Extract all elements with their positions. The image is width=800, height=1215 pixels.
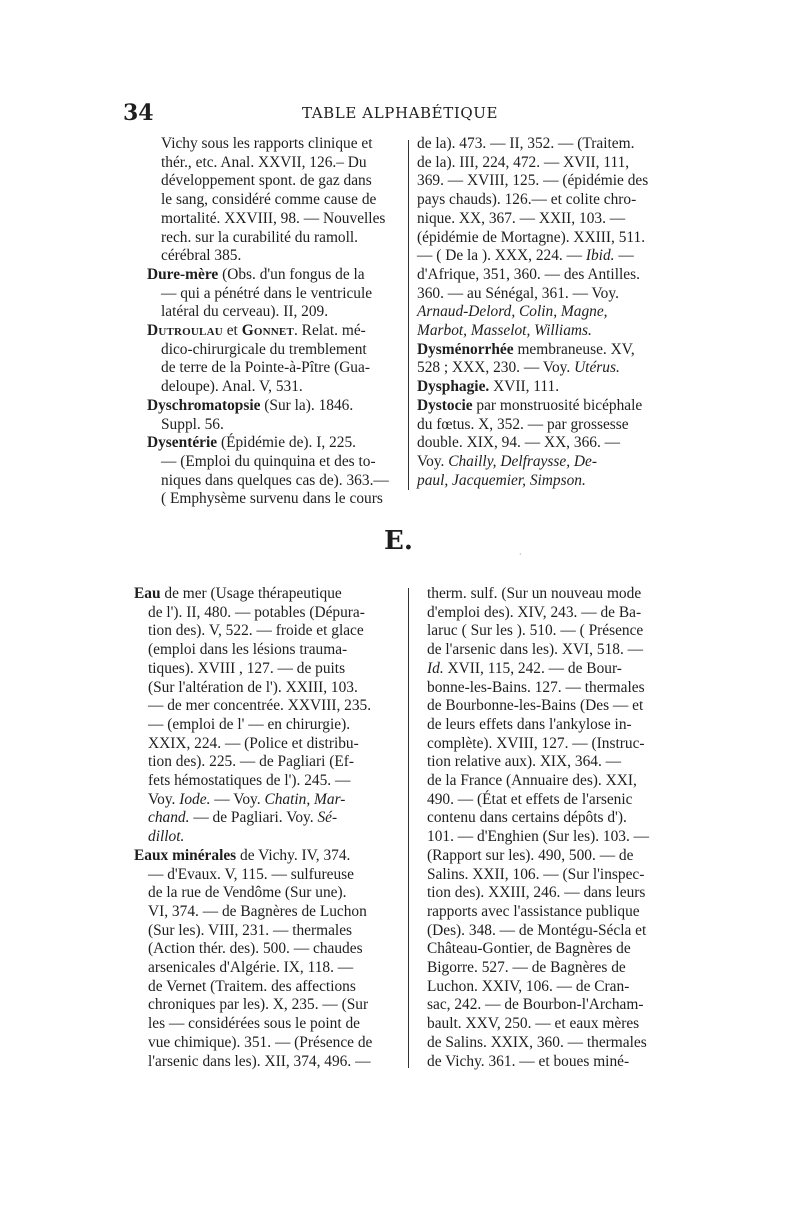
index-line [134, 1015, 400, 1034]
entry-text: tion des). 225. — de Pagliari (Ef- [148, 753, 355, 771]
italic-reference: Utérus. [574, 359, 620, 377]
index-line [134, 922, 400, 941]
index-line [147, 247, 399, 266]
index-line [417, 172, 677, 191]
page-number: 34 [123, 100, 154, 126]
index-line [134, 791, 400, 810]
column-top-left [147, 135, 399, 509]
entry-text: de Salins. XXIX, 360. — thermales [427, 1033, 647, 1051]
index-line [427, 622, 679, 641]
index-line [417, 154, 677, 173]
entry-text: pays chauds). 126.— et colite chro- [417, 191, 637, 209]
entry-text: XVII, 115, 242. — de Bour- [443, 659, 622, 677]
index-line [427, 866, 679, 885]
italic-reference: Chatin, Mar- [264, 790, 346, 808]
entry-text: 369. — XVIII, 125. — (épidémie des [417, 172, 649, 190]
entry-text: Château-Gontier, de Bagnères de [427, 940, 631, 958]
index-entry-line [147, 322, 399, 341]
entry-text: laruc ( Sur les ). 510. — ( Présence [427, 622, 644, 640]
entry-text: 490. — (État et effets de l'arsenic [427, 790, 633, 808]
italic-reference: dillot. [148, 828, 185, 846]
index-line [134, 940, 400, 959]
entry-text: — ( De la ). XXX, 224. — [417, 247, 586, 265]
entry-text: bonne-les-Bains. 127. — thermales [427, 678, 645, 696]
entry-text: 360. — au Sénégal, 361. — Voy. [417, 284, 619, 302]
index-line [134, 679, 400, 698]
running-title: TABLE ALPHABÉTIQUE [301, 104, 499, 122]
italic-reference: Iode. [179, 790, 211, 808]
entry-text: Voy. [417, 452, 449, 470]
index-line [427, 679, 679, 698]
index-line [427, 903, 679, 922]
index-line [147, 285, 399, 304]
italic-reference: Marbot, Masselot, Williams. [417, 322, 592, 340]
index-line [147, 472, 399, 491]
entry-text: de Vernet (Traitem. des affections [148, 977, 356, 995]
entry-text: (épidémie de Mortagne). XXIII, 511. [417, 228, 646, 246]
index-line [134, 772, 400, 791]
index-line [417, 266, 677, 285]
index-line [427, 697, 679, 716]
index-line [427, 1034, 679, 1053]
entry-text: (Des). 348. — de Montégu-Sécla et [427, 921, 647, 939]
index-line [427, 641, 679, 660]
index-line [427, 996, 679, 1015]
entry-text: — de Pagliari. Voy. [189, 809, 318, 827]
entry-text: therm. sulf. (Sur un nouveau mode [427, 585, 642, 602]
index-line [147, 341, 399, 360]
index-line [134, 978, 400, 997]
entry-text: de l'arsenic dans les). XVI, 518. — [427, 641, 644, 659]
index-line [427, 884, 679, 903]
index-line [134, 1034, 400, 1053]
entry-text: les — considérées sous le point de [148, 1015, 361, 1033]
index-line [417, 453, 677, 472]
index-line [147, 229, 399, 248]
index-line [134, 884, 400, 903]
entry-headword: Dutroulau [147, 322, 223, 340]
entry-text: d'Afrique, 351, 360. — des Antilles. [417, 265, 640, 283]
index-entry-line [417, 341, 677, 360]
index-line [427, 1053, 679, 1072]
entry-text: d'emploi des). XIV, 243. — de Ba- [427, 603, 642, 621]
entry-text: Vichy sous les rapports clinique et [161, 135, 373, 152]
entry-text: (emploi dans les lésions trauma- [148, 641, 348, 659]
index-entry-line [147, 266, 399, 285]
entry-text: — [614, 247, 634, 265]
entry-text: (Sur les). VIII, 231. — thermales [148, 921, 353, 939]
entry-text: niques dans quelques cas de). 363.— [161, 471, 389, 489]
entry-text: contenu dans certains dépôts d'). [427, 809, 627, 827]
index-line [427, 847, 679, 866]
entry-text: de Vichy. 361. — et boues miné- [427, 1052, 630, 1070]
index-line [427, 922, 679, 941]
entry-text: deloupe). Anal. V, 531. [161, 378, 303, 396]
entry-text: de mer (Usage thérapeutique [160, 585, 342, 602]
italic-reference: Arnaud-Delord, Colin, Magne, [417, 303, 608, 321]
index-line [147, 416, 399, 435]
index-entry-line [147, 434, 399, 453]
entry-text: de la). 473. — II, 352. — (Traitem. [417, 135, 635, 152]
index-line [427, 940, 679, 959]
entry-text: vue chimique). 351. — (Présence de [148, 1033, 373, 1051]
entry-text: nique. XX, 367. — XXII, 103. — [417, 209, 626, 227]
index-line [417, 322, 677, 341]
italic-reference: Sé- [317, 809, 338, 827]
entry-text: Voy. [148, 790, 180, 808]
index-line [417, 472, 677, 491]
index-line [147, 191, 399, 210]
entry-headword: Dyschromatopsie [147, 396, 261, 414]
entry-text: chroniques par les). X, 235. — (Sur [148, 996, 369, 1014]
index-line [417, 191, 677, 210]
entry-text: sac, 242. — de Bourbon-l'Archam- [427, 996, 644, 1014]
index-line [427, 809, 679, 828]
index-line [134, 903, 400, 922]
entry-text: (Rapport sur les). 490, 500. — de [427, 846, 634, 864]
index-line [427, 978, 679, 997]
entry-text: tion des). XXIII, 246. — dans leurs [427, 884, 646, 902]
entry-text: de l'). II, 480. — potables (Dépura- [148, 603, 365, 621]
index-line [417, 210, 677, 229]
index-line [147, 210, 399, 229]
entry-text: — qui a pénétré dans le ventricule [161, 284, 373, 302]
index-line [147, 453, 399, 472]
index-line [427, 791, 679, 810]
entry-text: Luchon. XXIV, 106. — de Cran- [427, 977, 630, 995]
entry-text: (Sur la). 1846. [260, 396, 354, 414]
entry-text: XXIX, 224. — (Police et distribu- [148, 734, 359, 752]
entry-text: mortalité. XXVIII, 98. — Nouvelles [161, 209, 386, 227]
index-entry-line [417, 397, 677, 416]
index-line [134, 622, 400, 641]
print-speck: · [519, 550, 522, 559]
entry-text: double. XIX, 94. — XX, 366. — [417, 434, 621, 452]
entry-text: membraneuse. XV, [513, 340, 635, 358]
index-line [134, 753, 400, 772]
index-line [134, 735, 400, 754]
index-line [134, 716, 400, 735]
index-line [417, 359, 677, 378]
entry-text: par monstruosité bicéphale [472, 396, 643, 414]
index-line [134, 866, 400, 885]
entry-text: du fœtus. X, 352. — par grossesse [417, 415, 629, 433]
entry-text: latéral du cerveau). II, 209. [161, 303, 329, 321]
entry-text: de terre de la Pointe-à-Pître (Gua- [161, 359, 370, 377]
entry-text: tion relative aux). XIX, 364. — [427, 753, 622, 771]
index-line [134, 1053, 400, 1072]
index-line [427, 828, 679, 847]
index-line [427, 735, 679, 754]
index-line [147, 378, 399, 397]
index-line [134, 641, 400, 660]
index-line [147, 490, 399, 509]
index-line [134, 809, 400, 828]
index-line [134, 604, 400, 623]
italic-reference: Ibid. [585, 247, 615, 265]
entry-text: tion des). V, 522. — froide et glace [148, 622, 364, 640]
entry-headword: Eau [134, 585, 161, 602]
entry-text: de la). III, 224, 472. — XVII, 111, [417, 153, 630, 171]
index-line [147, 154, 399, 173]
index-entry-line [134, 847, 400, 866]
entry-text: l'arsenic dans les). XII, 374, 496. — [148, 1052, 371, 1070]
index-line [147, 172, 399, 191]
entry-text: le sang, considéré comme cause de [161, 191, 377, 209]
italic-reference: Chailly, Delfraysse, De- [448, 452, 597, 470]
index-line [134, 996, 400, 1015]
entry-text: XVII, 111. [489, 378, 560, 396]
column-bottom-right [427, 585, 679, 1071]
index-line [427, 772, 679, 791]
italic-reference: chand. [148, 809, 190, 827]
index-line [427, 1015, 679, 1034]
entry-text: — de mer concentrée. XXVIII, 235. [148, 697, 372, 715]
index-entry-line [147, 397, 399, 416]
index-line [147, 135, 399, 154]
column-bottom-left [134, 585, 400, 1071]
index-line [134, 959, 400, 978]
index-line [427, 959, 679, 978]
column-rule-top [408, 140, 409, 490]
entry-text: — Voy. [210, 790, 265, 808]
entry-text: de Vichy. IV, 374. [236, 846, 351, 864]
index-line [427, 716, 679, 735]
entry-headword: Dysphagie. [417, 378, 490, 396]
entry-headword: Dysentérie [147, 434, 218, 452]
entry-text: ( Emphysème survenu dans le cours [161, 490, 383, 508]
entry-text: . Relat. mé- [293, 322, 366, 340]
index-line [147, 359, 399, 378]
index-line [417, 416, 677, 435]
index-line [417, 434, 677, 453]
index-line [427, 660, 679, 679]
entry-text: VI, 374. — de Bagnères de Luchon [148, 902, 367, 920]
entry-text: Bigorre. 527. — de Bagnères de [427, 959, 626, 977]
column-rule-bottom [408, 588, 409, 1068]
section-letter-heading: E. [384, 526, 413, 556]
index-line [427, 604, 679, 623]
entry-text: (Obs. d'un fongus de la [218, 265, 365, 283]
entry-text: (Épidémie de). I, 225. [217, 434, 356, 452]
entry-text: de leurs effets dans l'ankylose in- [427, 715, 632, 733]
index-line [417, 247, 677, 266]
entry-text: (Action thér. des). 500. — chaudes [148, 940, 363, 958]
entry-text: — (emploi de l' — en chirurgie). [148, 715, 351, 733]
entry-headword: Gonnet [241, 322, 294, 340]
entry-text: de Bourbonne-les-Bains (Des — et [427, 697, 644, 715]
entry-text: — d'Evaux. V, 115. — sulfureuse [148, 865, 354, 883]
index-line [427, 585, 679, 604]
index-line [417, 303, 677, 322]
index-entry-line [134, 585, 400, 604]
entry-text: fets hémostatiques de l'). 245. — [148, 772, 351, 790]
entry-text: et [222, 322, 242, 340]
entry-text: — (Emploi du quinquina et des to- [161, 452, 376, 470]
entry-text: thér., etc. Anal. XXVII, 126.– Du [161, 153, 367, 171]
entry-text: bault. XXV, 250. — et eaux mères [427, 1015, 640, 1033]
entry-text: 528 ; XXX, 230. — Voy. [417, 359, 575, 377]
entry-text: cérébral 385. [161, 247, 242, 265]
entry-headword: Dystocie [417, 396, 473, 414]
entry-headword: Dure-mère [147, 265, 219, 283]
entry-text: dico-chirurgicale du tremblement [161, 340, 367, 358]
entry-text: rech. sur la curabilité du ramoll. [161, 228, 359, 246]
italic-reference: paul, Jacquemier, Simpson. [417, 471, 586, 489]
entry-text: (Sur l'altération de l'). XXIII, 103. [148, 678, 358, 696]
entry-text: 101. — d'Enghien (Sur les). 103. — [427, 828, 650, 846]
index-line [427, 753, 679, 772]
italic-reference: Id. [427, 659, 444, 677]
entry-text: développement spont. de gaz dans [161, 172, 372, 190]
index-line [417, 135, 677, 154]
entry-headword: Dysménorrhée [417, 340, 514, 358]
entry-text: complète). XVIII, 127. — (Instruc- [427, 734, 645, 752]
entry-text: tiques). XVIII , 127. — de puits [148, 659, 346, 677]
column-top-right [417, 135, 677, 490]
index-line [417, 285, 677, 304]
index-line [134, 828, 400, 847]
index-line [147, 303, 399, 322]
index-line [417, 229, 677, 248]
index-line [134, 697, 400, 716]
entry-text: Suppl. 56. [161, 415, 224, 433]
entry-text: de la France (Annuaire des). XXI, [427, 772, 637, 790]
entry-text: de la rue de Vendôme (Sur une). [148, 884, 347, 902]
entry-text: arsenicales d'Algérie. IX, 118. — [148, 959, 354, 977]
entry-text: Salins. XXII, 106. — (Sur l'inspec- [427, 865, 645, 883]
index-line [134, 660, 400, 679]
index-entry-line [417, 378, 677, 397]
entry-text: rapports avec l'assistance publique [427, 902, 640, 920]
entry-headword: Eaux minérales [134, 846, 237, 864]
